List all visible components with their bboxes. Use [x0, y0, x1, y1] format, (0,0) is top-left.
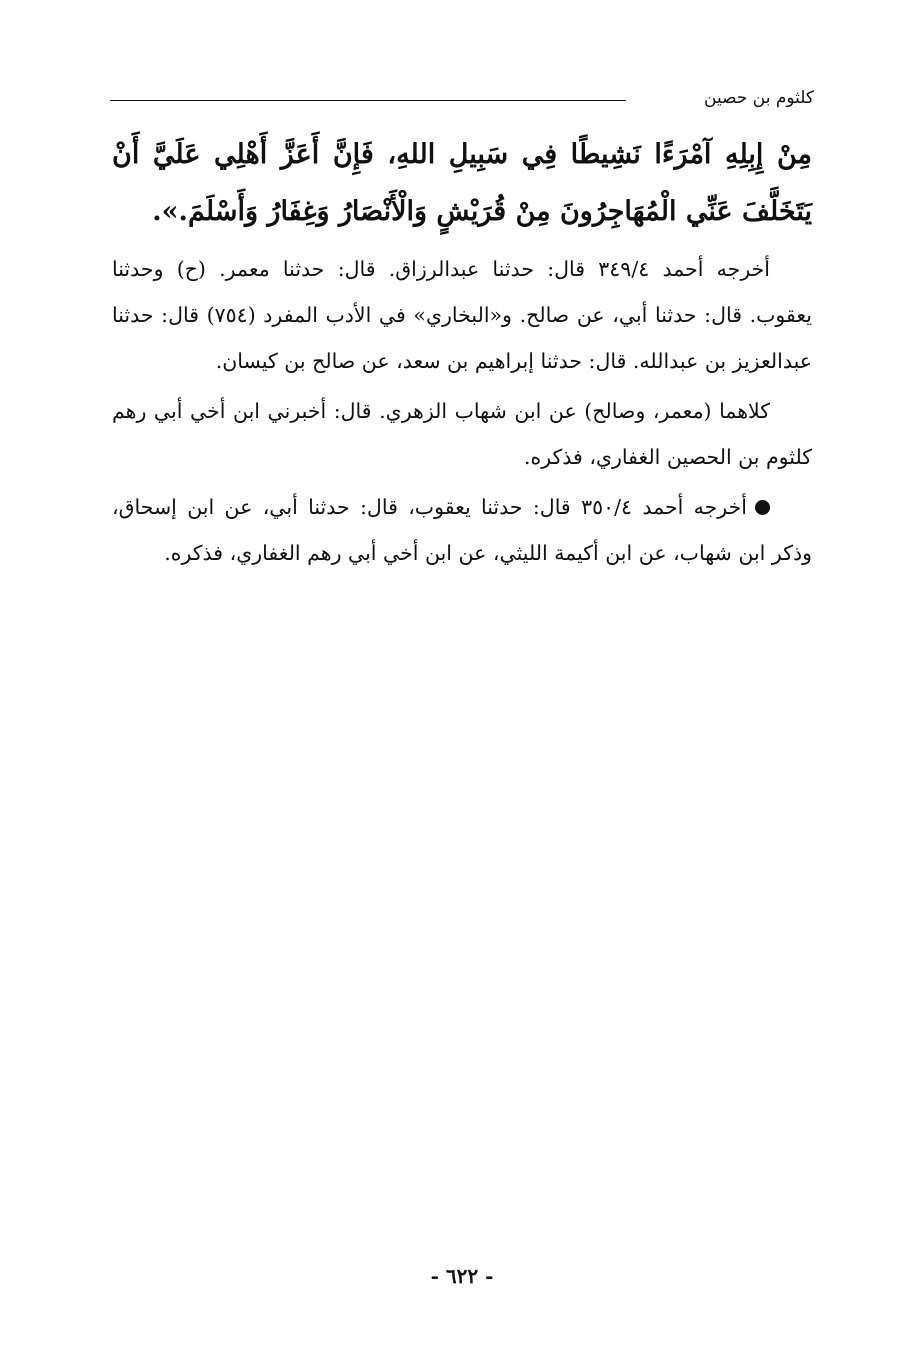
- hadith-text: مِنْ إِبِلِهِ آمْرَءًا نَشِيطًا فِي سَبِيلِ اللهِ، فَإِنَّ أَعَزَّ أَهْلِي عَلَيَّ أَنْ يَتَخَلَّفَ عَنِّي الْمُهَاجِرُونَ مِنْ قُرَيْشٍ وَالْأَنْصَارُ وَغِفَارُ وَأَسْلَمَ.».: [112, 139, 812, 227]
- page-number: - ٦٢٢ -: [430, 1264, 494, 1288]
- bullet-icon: [755, 500, 770, 515]
- takhrij-paragraph-3-text: أخرجه أحمد ٣٥٠/٤ قال: حدثنا يعقوب، قال: حدثنا أبي، عن ابن إسحاق، وذكر ابن شهاب، عن ابن أكيمة الليثي، عن ابن أخي أبي رهم الغفاري، فذكره.: [112, 495, 812, 565]
- takhrij-paragraph-2: كلاهما (معمر، وصالح) عن ابن شهاب الزهري. قال: أخبرني ابن أخي أبي رهم كلثوم بن الحصين الغفاري، فذكره.: [112, 399, 812, 469]
- header-rule: [110, 100, 626, 101]
- takhrij-paragraph-1: أخرجه أحمد ٣٤٩/٤ قال: حدثنا عبدالرزاق. قال: حدثنا معمر. (ح) وحدثنا يعقوب. قال: حدثنا أبي، عن صالح. و«البخاري» في الأدب المفرد (٧٥٤) قال: حدثنا عبدالعزيز بن عبدالله. قال: حدثنا إبراهيم بن سعد، عن صالح بن كيسان.: [112, 257, 812, 373]
- page-body: [112, 126, 812, 576]
- takhrij-paragraph-3: [112, 484, 812, 576]
- header-title: كلثوم بن حصين: [704, 88, 814, 108]
- running-header: [110, 84, 814, 112]
